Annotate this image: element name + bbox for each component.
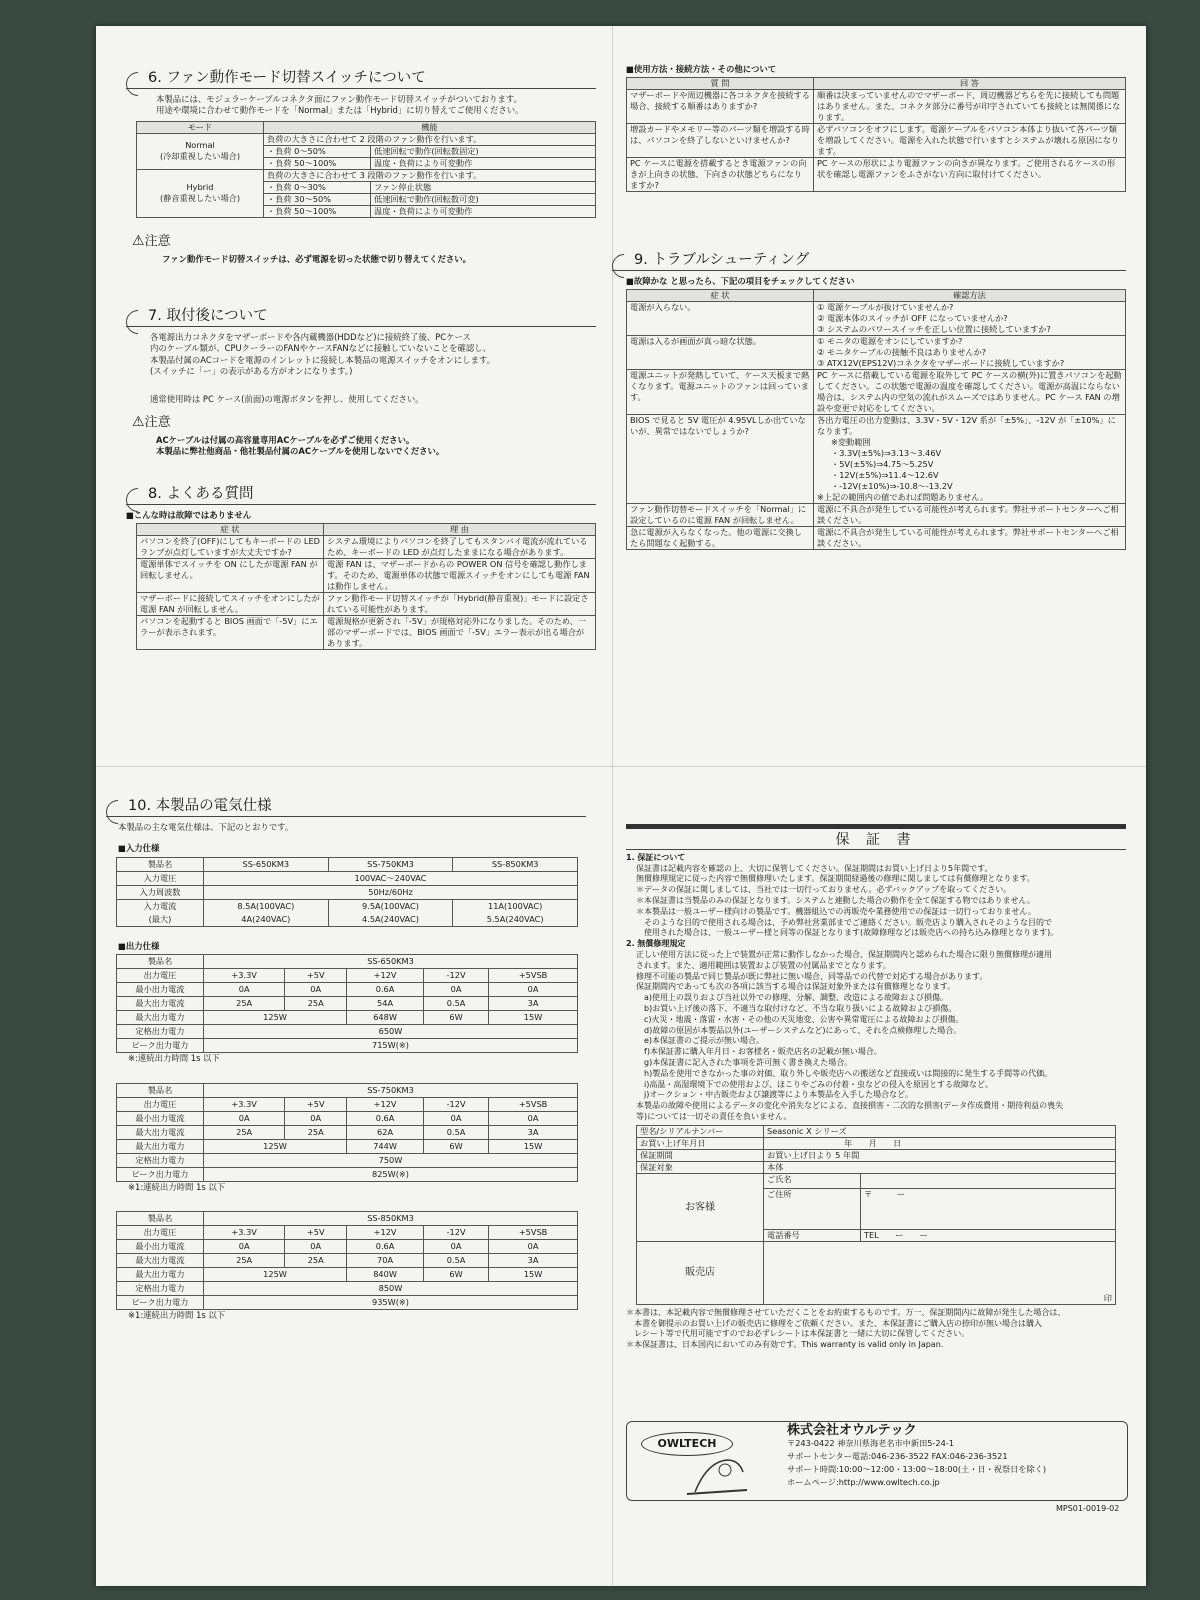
out-min: 0A [285, 1240, 347, 1254]
fan-mode-table [136, 121, 596, 218]
faq-symptom: パソコンを終了(OFF)にしてもキーボードの LED ランプが点灯していますが大丈夫ですか? [137, 536, 324, 559]
section-6-title: 6. ファン動作モード切替スイッチについて [126, 68, 596, 89]
s7-line: (スイッチに「ー」の表示がある方がオンになります。) [150, 366, 353, 377]
owltech-logo: OWLTECH [641, 1432, 733, 1456]
out-pow: 15W [489, 1011, 578, 1025]
warranty-item: b)お買い上げ後の落下、不適当な取付けなど、不当な取り扱いによる故障および損傷。 [644, 1003, 957, 1013]
out-max: 25A [204, 1125, 285, 1139]
th-question: 質 問 [627, 78, 814, 90]
out-peak: 935W(※) [204, 1296, 578, 1310]
out-pow: 6W [424, 1268, 489, 1282]
ts-check-line: ③ ATX12V(EPS12V)コネクタをマザーボードに接続していますか? [817, 358, 1065, 369]
ts-check: 電源に不具合が発生している可能性が考えられます。弊社サポートセンターへご相談ください。 [814, 504, 1126, 527]
warranty-line: 等)については一切その責任を負いません。 [636, 1111, 792, 1121]
caution-label: 注意 [144, 233, 171, 249]
section-8-title: 8. よくある質問 [126, 484, 596, 505]
other-subtitle: ■使用方法・接続方法・その他について [626, 64, 777, 74]
mode-normal-name: Normal [185, 140, 215, 151]
out-rail: +5V [285, 1226, 347, 1240]
f-name-label: ご氏名 [764, 1173, 861, 1188]
company-name: 株式会社オウルテック [787, 1423, 917, 1438]
out-max: 25A [204, 1254, 285, 1268]
warranty-note-line: レシート等で代用可能ですのでお必ずレシートは本保証書と一緒に大切に保管してください。 [626, 1329, 970, 1339]
ts-check-line: ② モニタケーブルの接触不良はありませんか? [817, 347, 987, 358]
out-rated: 650W [204, 1025, 578, 1039]
th-symptom: 症 状 [627, 290, 814, 302]
warranty-line: 保証書は記載内容を確認の上、大切に保管してください。保証期間はお買い上げ日より5年間です。 [636, 863, 993, 873]
out-max: 3A [489, 997, 578, 1011]
out-pow: 125W [204, 1139, 347, 1153]
ts-symptom: 電源ユニットが発熱していて、ケース天板まで熱くなります。電源ユニットのファンは回っています。 [627, 370, 814, 415]
warranty-line: 使用された場合は、一般ユーザー様と同等の保証となります(故障修理などは販売店への持ち込み修理となります)。 [636, 928, 1059, 938]
out-rail: +12V [347, 1226, 424, 1240]
in-model: SS-850KM3 [453, 857, 578, 871]
faq-question: 増設カードやメモリー等のパーツ類を増設する時は、パソコンを終了しないといけませんか? [627, 124, 814, 158]
out-rail: +5VSB [489, 1226, 578, 1240]
out-label: 製品名 [117, 1083, 204, 1097]
out-label: 最大出力電流 [117, 1125, 204, 1139]
ts-range: ・-12V(±10%)⇒-10.8〜-13.2V [831, 481, 953, 492]
ts-symptom: 電源が入らない。 [627, 302, 814, 336]
s6-intro1: 本製品には、モジュラーケーブルコネクタ面にファン動作モード切替スイッチがついております。 [156, 94, 522, 104]
section-10-title: 10. 本製品の電気仕様 [106, 796, 586, 817]
out-pow: 840W [347, 1268, 424, 1282]
f-tel-label: 電話番号 [764, 1229, 861, 1241]
out-label: 最小出力電流 [117, 1240, 204, 1254]
out-rated: 750W [204, 1153, 578, 1167]
in-cur-label: 入力電流 [143, 900, 177, 911]
faq-symptom: 電源単体でスイッチを ON にしたが電源 FAN が回転しません。 [137, 559, 324, 593]
warranty-line: 正しい使用方法に従った上で装置が正常に動作しなかった場合、保証期間内と認められた場合に限り無償修理が適用 [636, 949, 1052, 959]
out-rail: +5V [285, 969, 347, 983]
section-8 [126, 484, 596, 650]
usage-faq-table [626, 77, 1126, 192]
company-web: ホームページ:http://www.owltech.co.jp [787, 1477, 940, 1487]
out-max: 0.5A [424, 997, 489, 1011]
out-note: ※:連続出力時間 1s 以下 [128, 1053, 220, 1064]
ts-check-line: ① モニタの電源をオンにしていますか? [817, 336, 963, 347]
mode-normal [137, 133, 264, 169]
out-max: 70A [347, 1254, 424, 1268]
warranty-note-line: 本書を御提示のお買い上げの販売店に修理をご依頼ください。また、本保証書にご購入店の捺印が無い場合は購入 [626, 1318, 1042, 1328]
in-label [117, 899, 204, 926]
output-spec-tables [106, 954, 586, 1321]
out-label: 出力電圧 [117, 969, 204, 983]
warranty-item: i)高温・高湿環境下での使用および、ほこりやごみの付着・虫などの侵入を原因とする故障など。 [644, 1079, 994, 1089]
f-tel-value: TEL ー ー [861, 1229, 1116, 1241]
ts-range-note: ※上記の範囲内の値であれば問題ありません。 [817, 492, 989, 503]
in-label: 製品名 [117, 857, 204, 871]
hybrid-load: ・負荷 50〜100% [264, 205, 371, 217]
in-cur [204, 899, 329, 926]
warranty-line: ＊本保証書は当製品のみの保証となります。システムと連動した場合の動作を全て保証する物ではありません。 [636, 895, 1036, 905]
out-max: 0.5A [424, 1125, 489, 1139]
out-label: 最大出力電流 [117, 1254, 204, 1268]
out-min: 0A [424, 1111, 489, 1125]
faq-answer: 必ずパソコンをオフにします。電源ケーブルをパソコン本体より抜いて各パーツ類を増設してください。電源を入れた状態で行いますとシステムが壊れる原因になります。 [814, 124, 1126, 158]
faq-question: マザーボードや周辺機器に各コネクタを接続する場合、接続する順番はありますか? [627, 90, 814, 124]
out-label: 定格出力電力 [117, 1282, 204, 1296]
s6-caution-text: ファン動作モード切替スイッチは、必ず電源を切った状態で切り替えてください。 [162, 253, 472, 264]
warranty-line: ＊データの保証に関しましては、当社では一切行っておりません。必ずバックアップを取ってください。 [636, 885, 1012, 895]
out-max: 62A [347, 1125, 424, 1139]
th-reason: 理 由 [324, 524, 596, 536]
warranty-item: d)故障の原因が本製品以外(ユーザーシステムなど)にあって、それを点検修理した場合。 [644, 1025, 962, 1035]
warranty-item: e)本保証書のご提示が無い場合。 [644, 1036, 765, 1046]
out-max: 3A [489, 1254, 578, 1268]
s7-line: 本製品付属のACコードを電源のインレットに接続し本製品の電源スイッチをオンにします。 [150, 354, 496, 365]
ts-check-line: ③ システムのパワースイッチを正しい位置に接続していますか? [817, 324, 1051, 335]
f-date-label: お買い上げ年月日 [637, 1137, 764, 1149]
warranty-note-1 [626, 1308, 1126, 1340]
ts-check: PC ケースに搭載している電源を取外して PC ケースの横(外)に置きパソコンを起動してください。この状態で電源の温度を確認してください。電源が高温にならない場合は、システム内の空気の流れがスムーズではありません。PC ケース FAN の増設や変更で対応をしてください。 [814, 370, 1126, 415]
section-7 [126, 306, 596, 458]
ts-check [814, 336, 1126, 370]
s7-normal-use: 通常使用時は PC ケース(前面)の電源ボタンを押し、使用してください。 [150, 393, 424, 404]
in-label: 入力周波数 [117, 885, 204, 899]
ts-range: ・5V(±5%)⇒4.75〜5.25V [831, 459, 934, 470]
f-target-label: 保証対象 [637, 1161, 764, 1173]
out-pow: 125W [204, 1011, 347, 1025]
s6-intro2: 用途や環境に合わせて動作モードを「Normal」または「Hybrid」に切り替えてご使用ください。 [156, 105, 524, 116]
normal-action: 低速回転で動作(回転数固定) [371, 145, 596, 157]
output-spec-table [116, 1083, 578, 1182]
hybrid-action: ファン停止状態 [371, 181, 596, 193]
faq-reason: 電源規格が更新され「-5V」が規格対応外になりました。そのため、一部のマザーボードでは、BIOS 画面で「-5V」エラー表示が出る場合があります。 [324, 616, 596, 650]
ts-symptom: BIOS で見ると 5V 電圧が 4.95VLしか出ていないが、異常ではないでしょうか? [627, 415, 814, 504]
warranty-line: 修理不可能の製品で同じ製品が既に弊社に無い場合、同等品での代替で対応する場合があります。 [636, 971, 988, 981]
ts-check: 電源に不具合が発生している可能性が考えられます。弊社サポートセンターへご相談ください。 [814, 527, 1126, 550]
out-min: 0A [424, 983, 489, 997]
out-label: 製品名 [117, 1212, 204, 1226]
in-model: SS-650KM3 [204, 857, 329, 871]
warranty-p3 [626, 1101, 1126, 1123]
th-func: 機能 [264, 121, 596, 133]
section-7-title: 7. 取付後について [126, 306, 596, 327]
out-note: ※1:連続出力時間 1s 以下 [128, 1181, 226, 1192]
out-min: 0.6A [347, 983, 424, 997]
section-6 [126, 68, 596, 265]
out-rail: +5V [285, 1097, 347, 1111]
out-max: 3A [489, 1125, 578, 1139]
warranty-title: 保 証 書 [626, 824, 1126, 850]
out-label: 製品名 [117, 955, 204, 969]
warranty-h1: 1. 保証について [626, 852, 686, 862]
company-support: サポートセンター電話:046-236-3522 FAX:046-236-3521 [787, 1451, 1008, 1461]
out-max: 25A [285, 1125, 347, 1139]
in-freq: 50Hz/60Hz [204, 885, 578, 899]
warranty-p1 [626, 864, 1126, 940]
out-min: 0.6A [347, 1111, 424, 1125]
input-spec-table [116, 857, 578, 927]
normal-load: ・負荷 50〜100% [264, 157, 371, 169]
section-9 [612, 250, 1126, 550]
in-cur-100: 9.5A(100VAC) [362, 900, 419, 911]
out-label: ピーク出力電力 [117, 1167, 204, 1181]
warranty-line: 保証期間内であっても次の各項に該当する場合は保証対象外または有償修理となります。 [636, 982, 956, 992]
normal-desc: 負荷の大きさに合わせて 2 段階のファン動作を行います。 [264, 133, 596, 145]
output-spec-table [116, 954, 578, 1053]
f-serial-value: Seasonic X シリーズ [764, 1125, 1116, 1137]
out-pow: 15W [489, 1268, 578, 1282]
out-label: 定格出力電力 [117, 1025, 204, 1039]
seal-mark: 印 [764, 1241, 1116, 1304]
out-min: 0A [424, 1240, 489, 1254]
f-date-value: 年 月 日 [764, 1137, 1116, 1149]
out-rail: -12V [424, 1097, 489, 1111]
out-min: 0A [489, 983, 578, 997]
owl-illustration-icon [687, 1452, 747, 1496]
warning-icon: ⚠ [132, 232, 145, 249]
company-info [787, 1424, 1046, 1489]
out-label: 最小出力電流 [117, 983, 204, 997]
normal-load: ・負荷 0〜50% [264, 145, 371, 157]
caution-label: 注意 [144, 415, 171, 431]
out-rail: -12V [424, 1226, 489, 1240]
warranty-h2: 2. 無償修理規定 [626, 939, 686, 949]
shop-label: 販売店 [637, 1241, 764, 1304]
out-min: 0A [204, 1111, 285, 1125]
customer-label: お客様 [637, 1173, 764, 1241]
out-rail: +3.3V [204, 1097, 285, 1111]
ts-check-line: 各出力電圧の出力変動は、3.3V・5V・12V 系が「±5%」、-12V が「±10%」になります。 [817, 415, 1116, 437]
f-name-value [861, 1173, 1116, 1188]
warranty-item: c)火災・地震・落雷・水害・その他の天災地変、公害や異常電圧による故障および損傷。 [644, 1014, 964, 1024]
out-label: 最大出力電力 [117, 1011, 204, 1025]
out-label: 出力電圧 [117, 1097, 204, 1111]
s7-caution-1: ACケーブルは付属の高容量専用ACケーブルを必ずご使用ください。 [156, 435, 415, 446]
in-label: 入力電圧 [117, 871, 204, 885]
s7-caution-2: 本製品に弊社他商品・他社製品付属のACケーブルを使用しないでください。 [156, 446, 445, 457]
out-label: 定格出力電力 [117, 1153, 204, 1167]
out-min: 0A [204, 983, 285, 997]
in-cur-240: 5.5A(240VAC) [486, 913, 544, 924]
out-rail: +12V [347, 1097, 424, 1111]
ts-range: ・3.3V(±5%)⇒3.13〜3.46V [831, 448, 942, 459]
output-spec-title: ■出力仕様 [118, 940, 160, 951]
s10-intro: 本製品の主な電気仕様は、下記のとおりです。 [118, 822, 294, 832]
out-max: 25A [285, 1254, 347, 1268]
section-9-title: 9. トラブルシューティング [612, 250, 1126, 271]
out-label: 最大出力電流 [117, 997, 204, 1011]
warranty-item: j)オークション・中古販売および譲渡等により本製品を入手した場合など。 [644, 1090, 914, 1100]
warranty-form [636, 1125, 1116, 1305]
mode-hybrid-sub: (静音重視したい場合) [159, 193, 241, 204]
faq-reason: システム環境によりパソコンを終了してもスタンバイ電流が流れているため、キーボードの LED が点灯したままになる場合があります。 [324, 536, 596, 559]
out-min: 0A [285, 983, 347, 997]
section-10 [106, 796, 586, 1321]
warranty-items [626, 993, 1126, 1101]
f-period-value: お買い上げ日より 5 年間 [764, 1149, 1116, 1161]
th-mode: モード [137, 121, 264, 133]
warranty-card [626, 824, 1126, 1351]
faq-answer: 順番は決まっていませんのでマザーボード、周辺機器どちらを先に接続しても問題はありません。また、コネクタ部分に番号が印字されていても接続とは無関係になります。 [814, 90, 1126, 124]
th-symptom: 症 状 [137, 524, 324, 536]
mode-hybrid [137, 169, 264, 217]
out-model: SS-650KM3 [204, 955, 578, 969]
fold-line-horizontal [96, 766, 1146, 767]
ts-symptom: ファン動作切替モードスイッチを「Normal」に設定しているのに電源 FAN が回転しません。 [627, 504, 814, 527]
hybrid-action: 温度・負荷により可変動作 [371, 205, 596, 217]
mode-hybrid-name: Hybrid [186, 182, 214, 193]
hybrid-desc: 負荷の大きさに合わせて 3 段階のファン動作を行います。 [264, 169, 596, 181]
th-answer: 回 答 [814, 78, 1126, 90]
in-volt: 100VAC〜240VAC [204, 871, 578, 885]
s9-subtitle: ■故障かな と思ったら、下記の項目をチェックしてください [626, 276, 855, 286]
out-max: 54A [347, 997, 424, 1011]
warranty-line: ＊本製品は一般ユーザー様向けの製品です。機器組込での再販売や業務使用での保証は一切行っておりません。 [636, 906, 1036, 916]
f-serial-label: 型名/シリアルナンバー [637, 1125, 764, 1137]
out-min: 0.6A [347, 1240, 424, 1254]
out-label: 最小出力電流 [117, 1111, 204, 1125]
out-model: SS-750KM3 [204, 1083, 578, 1097]
usage-faq [626, 62, 1126, 192]
in-cur-100: 11A(100VAC) [488, 900, 543, 911]
out-pow: 125W [204, 1268, 347, 1282]
warranty-line: 本製品の故障や使用によるデータの変化や消失などによる、直接損害・二次的な損害(データ作成費用・期待利益の喪失 [636, 1101, 1064, 1111]
normal-action: 温度・負荷により可変動作 [371, 157, 596, 169]
in-cur-100: 8.5A(100VAC) [237, 900, 295, 911]
out-pow: 648W [347, 1011, 424, 1025]
out-label: 最大出力電力 [117, 1139, 204, 1153]
warranty-line: 無償修理規定に従った内容で無償修理いたします。保証期間経過後の修理に関しましては有償修理となります。 [636, 874, 1035, 884]
out-label: 出力電圧 [117, 1226, 204, 1240]
in-cur-240: 4A(240VAC) [241, 913, 291, 924]
hybrid-action: 低速回転で動作(回転数可変) [371, 193, 596, 205]
ts-check [814, 415, 1126, 504]
out-model: SS-850KM3 [204, 1212, 578, 1226]
out-min: 0A [204, 1240, 285, 1254]
out-rail: +5VSB [489, 969, 578, 983]
in-cur-label2: (最大) [148, 913, 172, 924]
out-rail: +3.3V [204, 1226, 285, 1240]
ts-symptom: 急に電源が入らなくなった。他の電源に交換したら問題なく起動する。 [627, 527, 814, 550]
warranty-line: されます。また、適用範囲は装置および装置の付属品までとなります。 [636, 960, 891, 970]
faq-reason: ファン動作モード切替スイッチが「Hybrid(静音重視)」モードに設定されている可能性があります。 [324, 593, 596, 616]
in-cur-240: 4.5A(240VAC) [362, 913, 419, 924]
troubleshooting-table [626, 289, 1126, 550]
warning-icon: ⚠ [132, 414, 145, 431]
ts-check [814, 302, 1126, 336]
out-min: 0A [489, 1240, 578, 1254]
th-check: 確認方法 [814, 290, 1126, 302]
out-note: ※1:連続出力時間 1s 以下 [128, 1310, 226, 1321]
warranty-note-line: ＊本書は、本記載内容で無償修理させていただくことをお約束するものです。万一、保証期間内に故障が発生した場合は、 [626, 1307, 1066, 1317]
faq-reason: 電源 FAN は、マザーボードからの POWER ON 信号を確認し動作します。そのため、電源単体の状態で電源スイッチをオンにしても電源 FAN は動作しません。 [324, 559, 596, 593]
out-rail: +5VSB [489, 1097, 578, 1111]
out-rated: 850W [204, 1282, 578, 1296]
f-period-label: 保証期間 [637, 1149, 764, 1161]
ts-symptom: 電源は入るが画面が真っ暗な状態。 [627, 336, 814, 370]
out-peak: 715W(※) [204, 1039, 578, 1053]
ts-range-title: ※変動範囲 [831, 437, 871, 448]
output-spec-table [116, 1211, 578, 1310]
company-box [626, 1421, 1128, 1501]
company-hours: サポート時間:10:00〜12:00・13:00〜18:00(土・日・祝祭日を除く) [787, 1464, 1047, 1474]
faq-question: PC ケースに電源を搭載するとき電源ファンの向きが上向きの状態、下向きの状態どちらになりますか? [627, 158, 814, 192]
input-spec-title: ■入力仕様 [118, 843, 160, 854]
faq-answer: PC ケースの形状により電源ファンの向きが異なります。ご使用されるケースの形状を確認し電源ファンをふさがない方向に取付けてください。 [814, 158, 1126, 192]
out-rail: +12V [347, 969, 424, 983]
warranty-item: g)本保証書に記入された事項を許可無く書き換えた場合。 [644, 1057, 853, 1067]
out-max: 25A [204, 997, 285, 1011]
out-label: ピーク出力電力 [117, 1296, 204, 1310]
ts-range: ・12V(±5%)⇒11.4〜12.6V [831, 470, 939, 481]
f-addr-label: ご住所 [764, 1188, 861, 1229]
ts-check-line: ① 電源ケーブルが抜けていませんか? [817, 302, 954, 313]
in-cur [453, 899, 578, 926]
faq-symptom: マザーボードに接続してスイッチをオンにしたが電源 FAN が回転しません。 [137, 593, 324, 616]
s7-line: 内のケーブル類が、CPUクーラーのFANやケースFANなどに接触していないことを確認し、 [150, 343, 492, 354]
instruction-sheet [96, 26, 1146, 1586]
out-max: 0.5A [424, 1254, 489, 1268]
hybrid-load: ・負荷 30〜50% [264, 193, 371, 205]
out-min: 0A [285, 1111, 347, 1125]
out-peak: 825W(※) [204, 1167, 578, 1181]
in-model: SS-750KM3 [328, 857, 453, 871]
out-pow: 6W [424, 1011, 489, 1025]
out-min: 0A [489, 1111, 578, 1125]
faq-table [136, 523, 596, 650]
out-rail: -12V [424, 969, 489, 983]
f-target-value: 本体 [764, 1161, 1116, 1173]
warranty-line: そのような目的で使用される場合は、予め弊社営業部までご連絡ください。販売店より購入されそのような目的で [636, 917, 1052, 927]
warranty-note-2: ＊本保証書は、日本国内においてのみ有効です。This warranty is valid only in Japan. [626, 1340, 944, 1350]
warranty-p2 [626, 950, 1126, 993]
out-pow: 744W [347, 1139, 424, 1153]
in-cur [328, 899, 453, 926]
out-max: 25A [285, 997, 347, 1011]
document-code: MPS01-0019-02 [1056, 1504, 1120, 1513]
hybrid-load: ・負荷 0〜30% [264, 181, 371, 193]
out-rail: +3.3V [204, 969, 285, 983]
out-pow: 15W [489, 1139, 578, 1153]
faq-symptom: パソコンを起動すると BIOS 画面で「-5V」にエラーが表示されます。 [137, 616, 324, 650]
warranty-item: h)製品を使用できなかった事の対価、取り外しや販売店への搬送など直接或いは間接的に発生する手間等の代価。 [644, 1068, 1053, 1078]
s7-line: 各電源出力コネクタをマザーボードや各内蔵機器(HDDなど)に接続終了後、PCケース [150, 332, 471, 342]
ts-check-line: ② 電源本体のスイッチが OFF になっていませんか? [817, 313, 1008, 324]
s8-subtitle: ■こんな時は故障ではありません [126, 510, 252, 520]
out-label: 最大出力電力 [117, 1268, 204, 1282]
warranty-item: a)使用上の誤りおよび当社以外での修理、分解、調整、改造による故障および損傷。 [644, 993, 949, 1003]
out-pow: 6W [424, 1139, 489, 1153]
mode-normal-sub: (冷却重視したい場合) [159, 151, 241, 162]
warranty-item: f)本保証書に購入年月日・お客様名・販売店名の記載が無い場合。 [644, 1047, 882, 1057]
company-address: 〒243-0422 神奈川県海老名市中新田5-24-1 [787, 1438, 955, 1448]
f-addr-value: 〒 ー [861, 1188, 1116, 1229]
out-label: ピーク出力電力 [117, 1039, 204, 1053]
